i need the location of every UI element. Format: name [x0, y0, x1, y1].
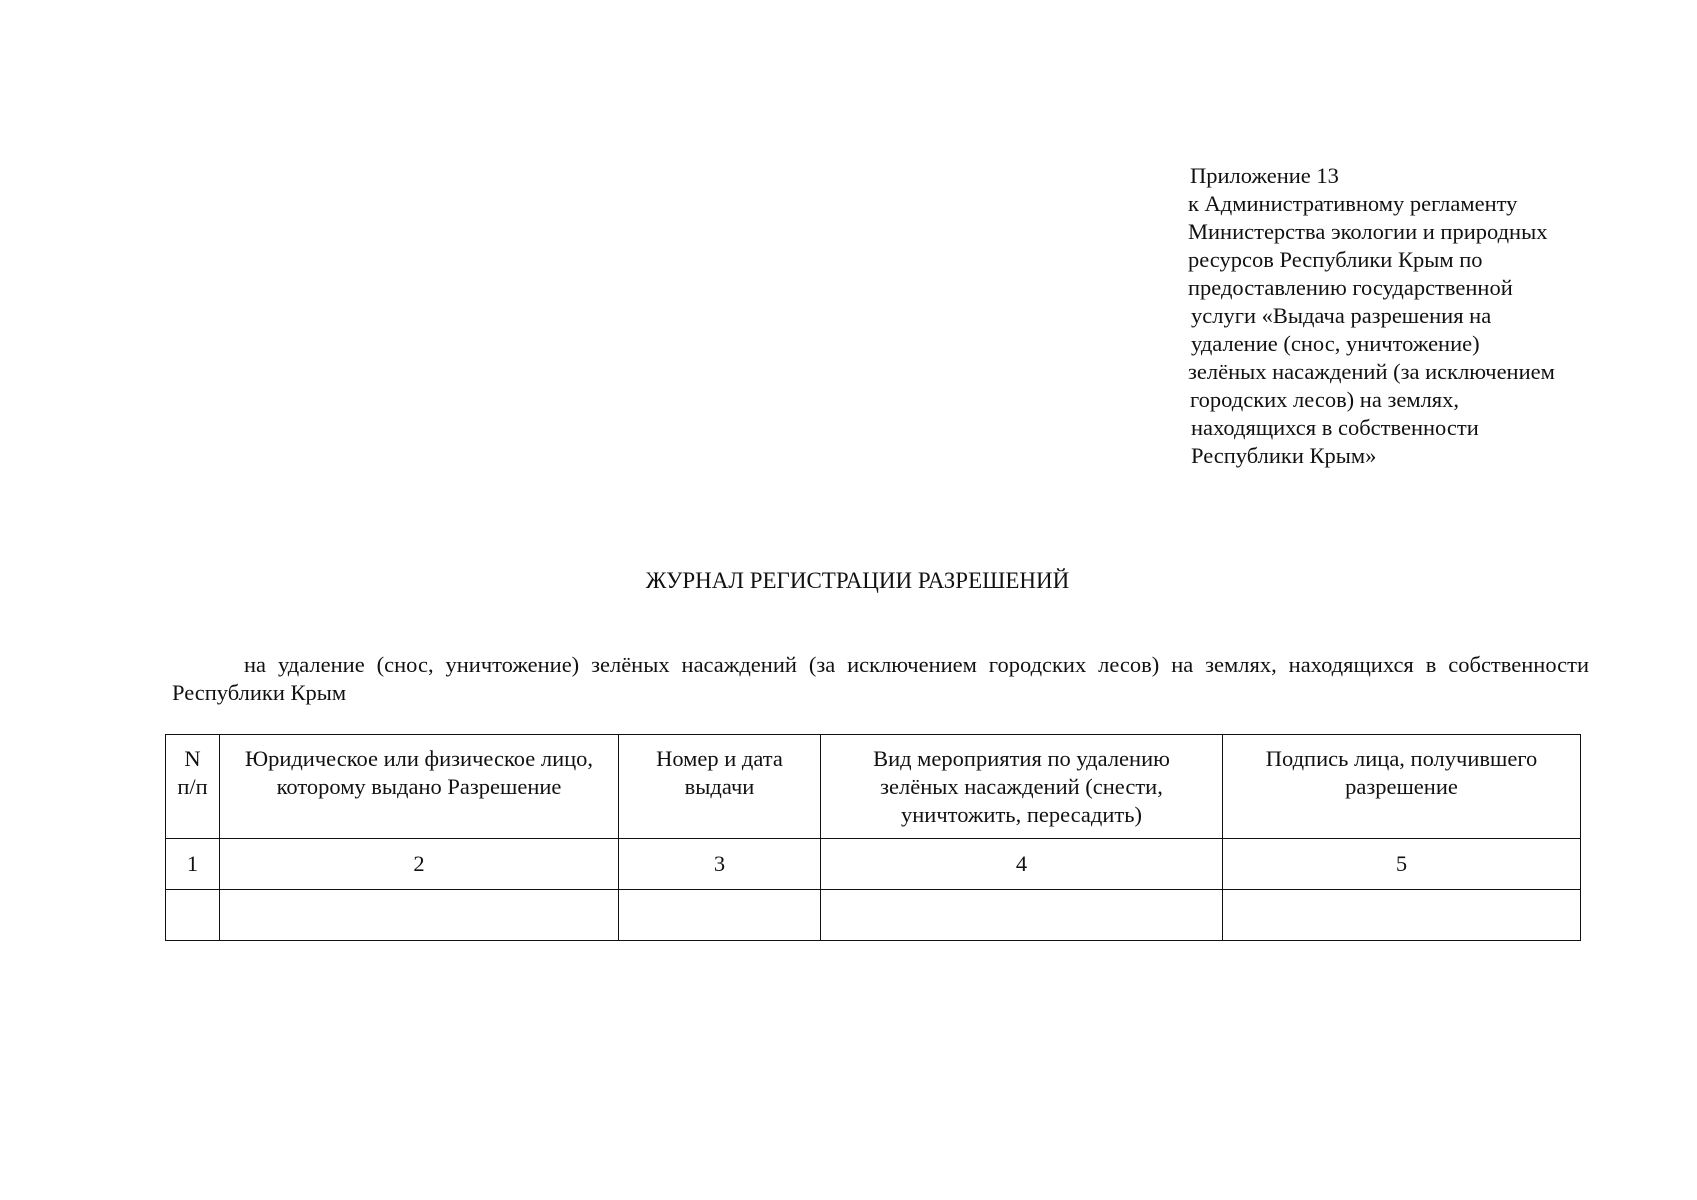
column-number-cell: 3 [619, 839, 821, 890]
empty-cell [1223, 890, 1581, 941]
appendix-line: находящихся в собственности [1191, 415, 1479, 440]
column-number-cell: 1 [166, 839, 220, 890]
journal-title: ЖУРНАЛ РЕГИСТРАЦИИ РАЗРЕШЕНИЙ [645, 568, 1070, 593]
column-number-row [166, 839, 1581, 890]
appendix-block [1188, 162, 1608, 470]
appendix-line: к Административному регламенту [1188, 191, 1518, 216]
column-number-cell: 2 [220, 839, 619, 890]
header-cell-number [166, 735, 220, 839]
header-line: Вид мероприятия по удалению [873, 746, 1170, 771]
header-line: зелёных насаждений (снести, [880, 774, 1163, 799]
header-line: Юридическое или физическое лицо, [244, 746, 594, 771]
table-header-row [166, 735, 1581, 839]
column-number-cell: 4 [821, 839, 1223, 890]
registration-table [165, 734, 1581, 941]
header-cell-issue-number-date [619, 735, 821, 839]
header-line: разрешение [1345, 774, 1458, 799]
appendix-line: городских лесов) на землях, [1190, 387, 1460, 412]
appendix-line: зелёных насаждений (за исключением [1188, 359, 1555, 384]
header-cell-signature [1223, 735, 1581, 839]
empty-entry-row [166, 890, 1581, 941]
appendix-line: услуги «Выдача разрешения на [1191, 303, 1492, 328]
appendix-line: предоставлению государственной [1188, 275, 1513, 300]
appendix-line: Министерства экологии и природных [1188, 219, 1548, 244]
header-line: Подпись лица, получившего [1265, 746, 1538, 771]
appendix-line: Республики Крым» [1191, 443, 1377, 468]
header-cell-recipient [220, 735, 619, 839]
header-line: Номер и дата [656, 746, 783, 771]
header-line: выдачи [684, 774, 755, 799]
empty-cell [619, 890, 821, 941]
column-number-cell: 5 [1223, 839, 1581, 890]
header-line: которому выдано Разрешение [276, 774, 562, 799]
header-cell-activity-type [821, 735, 1223, 839]
empty-cell [821, 890, 1223, 941]
header-line: уничтожить, пересадить) [901, 802, 1142, 827]
appendix-line: Приложение 13 [1190, 163, 1339, 188]
empty-cell [220, 890, 619, 941]
header-line: п/п [177, 774, 208, 799]
empty-cell [166, 890, 220, 941]
appendix-line: ресурсов Республики Крым по [1188, 247, 1483, 272]
header-line: N [184, 746, 201, 771]
journal-subtitle: на удаление (снос, уничтожение) зелёных насаждений (за исключением городских лесов) на землях, находящихся в собственности Республики Крым [172, 652, 1589, 705]
appendix-line: удаление (снос, уничтожение) [1191, 331, 1480, 356]
